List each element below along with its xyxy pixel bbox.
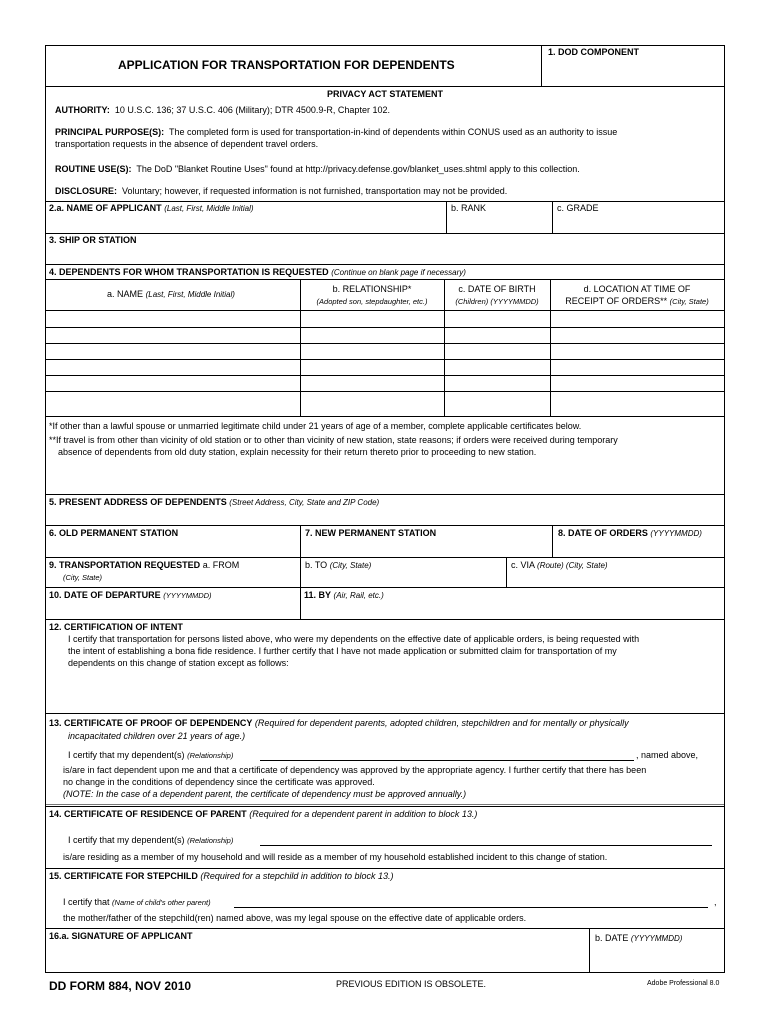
col-relationship-hint: (Adopted son, stepdaughter, etc.) bbox=[316, 297, 428, 306]
privacy-heading: PRIVACY ACT STATEMENT bbox=[326, 89, 443, 99]
dod-component-label: 1. DOD COMPONENT bbox=[548, 47, 640, 57]
col-name-label: a. NAME bbox=[107, 289, 144, 299]
dependent-dob-input[interactable] bbox=[448, 396, 548, 411]
dependent-relationship-input[interactable] bbox=[304, 312, 442, 325]
stepchild-label-group bbox=[49, 871, 393, 882]
to-label: b. TO bbox=[305, 560, 328, 570]
signature-date-hint: (YYYYMMDD) bbox=[630, 934, 683, 943]
rule bbox=[552, 201, 553, 233]
residence-parent-relationship-hint: (Relationship) bbox=[187, 836, 234, 845]
rule bbox=[46, 343, 724, 344]
via-label-group bbox=[511, 560, 608, 571]
grade-input[interactable] bbox=[557, 216, 719, 231]
proof-dependency-label-group bbox=[49, 718, 629, 729]
by-label-group bbox=[304, 590, 384, 601]
applicant-name-input[interactable] bbox=[52, 216, 442, 231]
ship-station-label: 3. SHIP OR STATION bbox=[49, 235, 137, 245]
residence-parent-label-group bbox=[49, 809, 477, 820]
grade-label: c. GRADE bbox=[557, 203, 599, 213]
dependent-relationship-input[interactable] bbox=[304, 377, 442, 390]
rule bbox=[46, 86, 724, 87]
dependent-name-input[interactable] bbox=[50, 345, 298, 358]
signature-date-input[interactable] bbox=[595, 947, 719, 965]
proof-dependency-text-1: is/are in fact dependent upon me and that a certificate of dependency was approved by the appropriate agency. I further certify that there has been bbox=[63, 765, 647, 775]
residence-parent-hint: (Required for a dependent parent in addition to block 13.) bbox=[249, 809, 478, 819]
dependent-location-input[interactable] bbox=[554, 345, 722, 358]
stepchild-comma: , bbox=[714, 897, 717, 907]
authority-label: AUTHORITY: bbox=[55, 105, 110, 115]
residence-parent-relationship-input[interactable] bbox=[262, 833, 710, 845]
rule bbox=[46, 494, 724, 495]
proof-dependency-hint-2: incapacitated children over 21 years of age.) bbox=[68, 731, 246, 741]
dependent-dob-input[interactable] bbox=[448, 377, 548, 390]
rule bbox=[46, 201, 724, 202]
dependent-name-input[interactable] bbox=[50, 396, 298, 411]
date-orders-input[interactable] bbox=[558, 541, 720, 555]
from-hint: (City, State) bbox=[63, 573, 103, 582]
proof-dependency-label: 13. CERTIFICATE OF PROOF OF DEPENDENCY bbox=[49, 718, 253, 728]
residence-parent-text: is/are residing as a member of my household and will reside as a member of my household established incident to this change of station. bbox=[63, 852, 608, 862]
rule bbox=[46, 375, 724, 376]
dependent-relationship-input[interactable] bbox=[304, 345, 442, 358]
by-label: 11. BY bbox=[304, 590, 332, 600]
departure-date-label: 10. DATE OF DEPARTURE bbox=[49, 590, 161, 600]
rule bbox=[300, 557, 301, 587]
col-location-label-2: RECEIPT OF ORDERS** bbox=[565, 296, 668, 306]
via-input[interactable] bbox=[511, 573, 719, 585]
col-location-label-2-group bbox=[550, 296, 724, 307]
dependent-name-input[interactable] bbox=[50, 312, 298, 325]
stepchild-certify: I certify that bbox=[63, 897, 110, 907]
residence-parent-label: 14. CERTIFICATE OF RESIDENCE OF PARENT bbox=[49, 809, 247, 819]
new-station-input[interactable] bbox=[305, 541, 548, 555]
col-name-hint: (Last, First, Middle Initial) bbox=[145, 290, 235, 299]
dependent-location-input[interactable] bbox=[554, 312, 722, 325]
present-address-label: 5. PRESENT ADDRESS OF DEPENDENTS bbox=[49, 497, 227, 507]
footnote-2: **If travel is from other than vicinity of old station or to other than vicinity of new station, state reasons; if orders were received during temporary bbox=[49, 435, 618, 445]
routine-label: ROUTINE USE(S): bbox=[55, 164, 132, 174]
residence-parent-certify: I certify that my dependent(s) bbox=[68, 835, 185, 845]
rule bbox=[46, 525, 724, 526]
disclosure-label: DISCLOSURE: bbox=[55, 186, 118, 196]
to-input[interactable] bbox=[305, 573, 502, 585]
obsolete-notice: PREVIOUS EDITION IS OBSOLETE. bbox=[336, 979, 487, 989]
header-divider bbox=[541, 46, 542, 86]
present-address-hint: (Street Address, City, State and ZIP Code) bbox=[229, 498, 380, 507]
dependent-relationship-input[interactable] bbox=[304, 329, 442, 342]
rule bbox=[46, 557, 724, 558]
rule bbox=[46, 587, 724, 588]
rank-input[interactable] bbox=[451, 216, 549, 231]
dependents-label: 4. DEPENDENTS FOR WHOM TRANSPORTATION IS REQUESTED bbox=[49, 267, 329, 277]
named-above-text: , named above, bbox=[636, 750, 699, 760]
residence-parent-certify-group bbox=[68, 835, 233, 846]
applicant-name-hint: (Last, First, Middle Initial) bbox=[164, 204, 254, 213]
rule bbox=[46, 619, 724, 620]
purpose-text-2: transportation requests in the absence of dependent travel orders. bbox=[55, 138, 319, 149]
col-location-hint: (City, State) bbox=[669, 297, 709, 306]
dependent-location-input[interactable] bbox=[554, 396, 722, 411]
dependent-location-input[interactable] bbox=[554, 329, 722, 342]
rule bbox=[46, 279, 724, 280]
to-label-group bbox=[305, 560, 371, 571]
dependent-relationship-input[interactable] bbox=[304, 396, 442, 411]
departure-date-hint: (YYYYMMDD) bbox=[163, 591, 212, 600]
signature-date-label-group bbox=[595, 933, 682, 944]
date-orders-hint: (YYYYMMDD) bbox=[650, 529, 702, 538]
form-title: APPLICATION FOR TRANSPORTATION FOR DEPENDENTS bbox=[118, 58, 455, 72]
signature-input[interactable] bbox=[52, 945, 586, 965]
footnote-3: absence of dependents from old duty station, explain necessity for their return thereto prior to proceeding to new station. bbox=[58, 447, 537, 457]
to-hint: (City, State) bbox=[329, 561, 372, 570]
dependent-name-input[interactable] bbox=[50, 377, 298, 390]
stepchild-name-hint: (Name of child's other parent) bbox=[112, 898, 211, 907]
via-hint: (Route) (City, State) bbox=[537, 561, 608, 570]
routine-line bbox=[55, 164, 580, 176]
rule bbox=[589, 928, 590, 972]
dod-component-input[interactable] bbox=[546, 60, 721, 82]
proof-dependency-relationship-input[interactable] bbox=[262, 748, 632, 760]
by-input[interactable] bbox=[305, 603, 719, 617]
rule bbox=[46, 804, 724, 805]
proof-dependency-certify: I certify that my dependent(s) bbox=[68, 750, 185, 760]
purpose-text-1: The completed form is used for transportation-in-kind of dependents within CONUS used as an authority to issue bbox=[169, 127, 618, 137]
dependent-name-input[interactable] bbox=[50, 329, 298, 342]
rule bbox=[46, 868, 724, 869]
proof-dependency-relationship-hint: (Relationship) bbox=[187, 751, 234, 760]
disclosure-line bbox=[55, 186, 507, 198]
dependent-dob-input[interactable] bbox=[448, 345, 548, 358]
proof-dependency-hint-1: (Required for dependent parents, adopted children, stepchildren and for mentally or physically bbox=[254, 718, 629, 728]
transport-requested-label: 9. TRANSPORTATION REQUESTED bbox=[49, 560, 201, 570]
stepchild-certify-group bbox=[63, 897, 211, 908]
disclosure-text: Voluntary; however, if requested information is not furnished, transportation may not be provided. bbox=[122, 186, 508, 196]
rule bbox=[260, 845, 712, 846]
proof-dependency-certify-group bbox=[68, 750, 233, 761]
stepchild-hint: (Required for a stepchild in addition to block 13.) bbox=[200, 871, 394, 881]
dependent-dob-input[interactable] bbox=[448, 329, 548, 342]
via-label: c. VIA bbox=[511, 560, 535, 570]
present-address-input[interactable] bbox=[52, 510, 717, 524]
signature-label: 16.a. SIGNATURE OF APPLICANT bbox=[49, 931, 193, 941]
rule bbox=[552, 525, 553, 557]
stepchild-text: the mother/father of the stepchild(ren) named above, was my legal spouse on the effective date of applicable orders. bbox=[63, 913, 527, 923]
certification-intent-label: 12. CERTIFICATION OF INTENT bbox=[49, 622, 183, 632]
new-station-label: 7. NEW PERMANENT STATION bbox=[305, 528, 437, 538]
from-label: a. FROM bbox=[202, 560, 240, 570]
certification-intent-text-3: dependents on this change of station except as follows: bbox=[68, 658, 289, 668]
rule bbox=[300, 525, 301, 557]
old-station-label: 6. OLD PERMANENT STATION bbox=[49, 528, 179, 538]
rule bbox=[260, 760, 634, 761]
from-input[interactable] bbox=[136, 572, 296, 585]
form-number: DD FORM 884, NOV 2010 bbox=[49, 979, 192, 993]
rule bbox=[46, 391, 724, 392]
software-version: Adobe Professional 8.0 bbox=[647, 980, 720, 987]
rule bbox=[506, 557, 507, 587]
rule bbox=[46, 416, 724, 417]
rule bbox=[46, 264, 724, 265]
certification-intent-text-1: I certify that transportation for persons listed above, who were my dependents on the effective date of applicable orders, is being requested with bbox=[68, 634, 640, 644]
rule bbox=[446, 201, 447, 233]
rule bbox=[46, 233, 724, 234]
certification-intent-text-2: the intent of establishing a bona fide residence. I further certify that I have not made application or submitted claim for transportation of my bbox=[68, 646, 617, 656]
rule bbox=[46, 928, 724, 929]
dependent-name-input[interactable] bbox=[50, 361, 298, 374]
old-station-input[interactable] bbox=[52, 541, 296, 555]
reasons-textarea[interactable] bbox=[52, 460, 717, 492]
authority-text: 10 U.S.C. 136; 37 U.S.C. 406 (Military); DTR 4500.9-R, Chapter 102. bbox=[114, 105, 390, 115]
rank-label: b. RANK bbox=[451, 203, 487, 213]
rule bbox=[234, 907, 708, 908]
date-orders-label-group bbox=[558, 528, 702, 539]
rule bbox=[46, 327, 724, 328]
ship-station-input[interactable] bbox=[52, 248, 717, 262]
dependent-location-input[interactable] bbox=[554, 377, 722, 390]
col-dob-hint: (Children) (YYYYMMDD) bbox=[455, 297, 539, 306]
form-frame bbox=[45, 45, 725, 973]
col-name-header bbox=[46, 289, 296, 300]
routine-text: The DoD "Blanket Routine Uses" found at http://privacy.defense.gov/blanket_uses.shtml apply to this collection. bbox=[136, 164, 580, 174]
dependents-hint: (Continue on blank page if necessary) bbox=[331, 268, 466, 277]
signature-date-label: b. DATE bbox=[595, 933, 629, 943]
departure-date-input[interactable] bbox=[52, 603, 296, 617]
present-address-label-group bbox=[49, 497, 379, 508]
dependent-location-input[interactable] bbox=[554, 361, 722, 374]
purpose-label: PRINCIPAL PURPOSE(S): bbox=[55, 127, 165, 137]
transport-requested-label-group bbox=[49, 560, 239, 571]
dependents-label-group bbox=[49, 267, 466, 278]
certification-exceptions-textarea[interactable] bbox=[68, 672, 718, 710]
stepchild-other-parent-input[interactable] bbox=[236, 895, 706, 907]
col-relationship-label: b. RELATIONSHIP* bbox=[332, 284, 412, 294]
stepchild-label: 15. CERTIFICATE FOR STEPCHILD bbox=[49, 871, 198, 881]
footnote-1: *If other than a lawful spouse or unmarried legitimate child under 21 years of age of a member, complete applicable certificates below. bbox=[49, 421, 582, 431]
departure-date-label-group bbox=[49, 590, 212, 601]
rule bbox=[46, 713, 724, 714]
rule bbox=[46, 310, 724, 311]
dependent-relationship-input[interactable] bbox=[304, 361, 442, 374]
date-orders-label: 8. DATE OF ORDERS bbox=[558, 528, 648, 538]
by-hint: (Air, Rail, etc.) bbox=[333, 591, 384, 600]
purpose-paragraph bbox=[55, 127, 717, 150]
proof-dependency-note: (NOTE: In the case of a dependent parent, the certificate of dependency must be approved annually.) bbox=[63, 789, 467, 799]
dependent-dob-input[interactable] bbox=[448, 312, 548, 325]
dependent-dob-input[interactable] bbox=[448, 361, 548, 374]
rule bbox=[300, 587, 301, 619]
col-dob-label: c. DATE OF BIRTH bbox=[458, 284, 536, 294]
col-location-label-1: d. LOCATION AT TIME OF bbox=[583, 284, 691, 294]
rule bbox=[46, 359, 724, 360]
applicant-name-label: 2.a. NAME OF APPLICANT bbox=[49, 203, 162, 213]
authority-line bbox=[55, 105, 390, 117]
applicant-name-label-group bbox=[49, 203, 254, 214]
proof-dependency-text-2: no change in the conditions of dependency since the certificate was approved. bbox=[63, 777, 375, 787]
rule bbox=[46, 806, 724, 807]
